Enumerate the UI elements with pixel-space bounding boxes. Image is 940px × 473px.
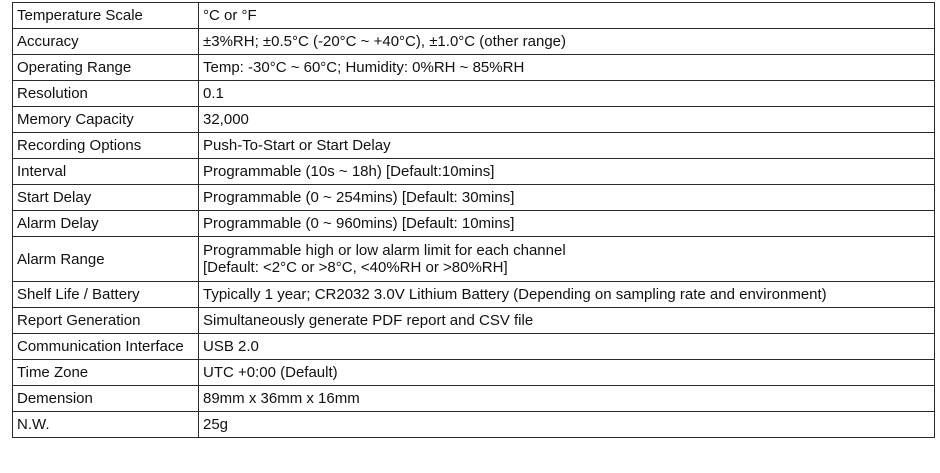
spec-value xyxy=(199,133,935,159)
spec-label: Alarm Range xyxy=(13,237,199,282)
spec-value-line: 25g xyxy=(203,416,229,433)
spec-row xyxy=(13,107,935,133)
spec-value-line: Programmable (0 ~ 960mins) [Default: 10mins] xyxy=(203,215,515,232)
spec-value xyxy=(199,81,935,107)
spec-value-line: Programmable high or low alarm limit for each channel xyxy=(203,242,566,259)
spec-value-line: Typically 1 year; CR2032 3.0V Lithium Battery (Depending on sampling rate and environment) xyxy=(203,286,827,303)
spec-value xyxy=(199,334,935,360)
spec-value-line: ±3%RH; ±0.5°C (-20°C ~ +40°C), ±1.0°C (other range) xyxy=(203,33,566,50)
spec-value-line: Simultaneously generate PDF report and CSV file xyxy=(203,312,534,329)
spec-value-line: 32,000 xyxy=(203,111,249,128)
spec-label: Operating Range xyxy=(13,55,199,81)
spec-value xyxy=(199,360,935,386)
spec-row xyxy=(13,55,935,81)
spec-row xyxy=(13,386,935,412)
spec-value-line: UTC +0:00 (Default) xyxy=(203,364,338,381)
spec-value-line: °C or °F xyxy=(203,7,257,24)
spec-value-line: Programmable (10s ~ 18h) [Default:10mins] xyxy=(203,163,495,180)
spec-value-line: Push-To-Start or Start Delay xyxy=(203,137,391,154)
spec-value xyxy=(199,211,935,237)
spec-value-line: Programmable (0 ~ 254mins) [Default: 30mins] xyxy=(203,189,515,206)
spec-label: Time Zone xyxy=(13,360,199,386)
spec-label: Interval xyxy=(13,159,199,185)
spec-row xyxy=(13,360,935,386)
spec-table xyxy=(12,2,935,438)
spec-label: Start Delay xyxy=(13,185,199,211)
spec-row xyxy=(13,308,935,334)
spec-row xyxy=(13,412,935,438)
spec-value-line: Temp: -30°C ~ 60°C; Humidity: 0%RH ~ 85%RH xyxy=(203,59,525,76)
spec-table-body xyxy=(13,3,935,438)
spec-value xyxy=(199,107,935,133)
spec-label: Shelf Life / Battery xyxy=(13,282,199,308)
spec-row xyxy=(13,334,935,360)
spec-value-line: [Default: <2°C or >8°C, <40%RH or >80%RH] xyxy=(203,259,508,276)
spec-value xyxy=(199,308,935,334)
spec-value xyxy=(199,55,935,81)
spec-label: N.W. xyxy=(13,412,199,438)
spec-row xyxy=(13,282,935,308)
spec-row xyxy=(13,3,935,29)
spec-row xyxy=(13,185,935,211)
spec-value xyxy=(199,185,935,211)
spec-label: Resolution xyxy=(13,81,199,107)
spec-label: Temperature Scale xyxy=(13,3,199,29)
spec-row xyxy=(13,211,935,237)
spec-row xyxy=(13,29,935,55)
spec-label: Accuracy xyxy=(13,29,199,55)
spec-value-line: 0.1 xyxy=(203,85,224,102)
spec-label: Demension xyxy=(13,386,199,412)
spec-label: Communication Interface xyxy=(13,334,199,360)
spec-value xyxy=(199,412,935,438)
spec-value xyxy=(199,237,935,282)
spec-label: Memory Capacity xyxy=(13,107,199,133)
spec-value-line: 89mm x 36mm x 16mm xyxy=(203,390,360,407)
spec-value xyxy=(199,282,935,308)
spec-label: Alarm Delay xyxy=(13,211,199,237)
spec-value-line: USB 2.0 xyxy=(203,338,259,355)
spec-value xyxy=(199,29,935,55)
spec-row xyxy=(13,81,935,107)
spec-value xyxy=(199,159,935,185)
spec-value xyxy=(199,386,935,412)
spec-value xyxy=(199,3,935,29)
spec-row xyxy=(13,159,935,185)
spec-label: Recording Options xyxy=(13,133,199,159)
spec-row xyxy=(13,133,935,159)
spec-label: Report Generation xyxy=(13,308,199,334)
spec-row xyxy=(13,237,935,282)
